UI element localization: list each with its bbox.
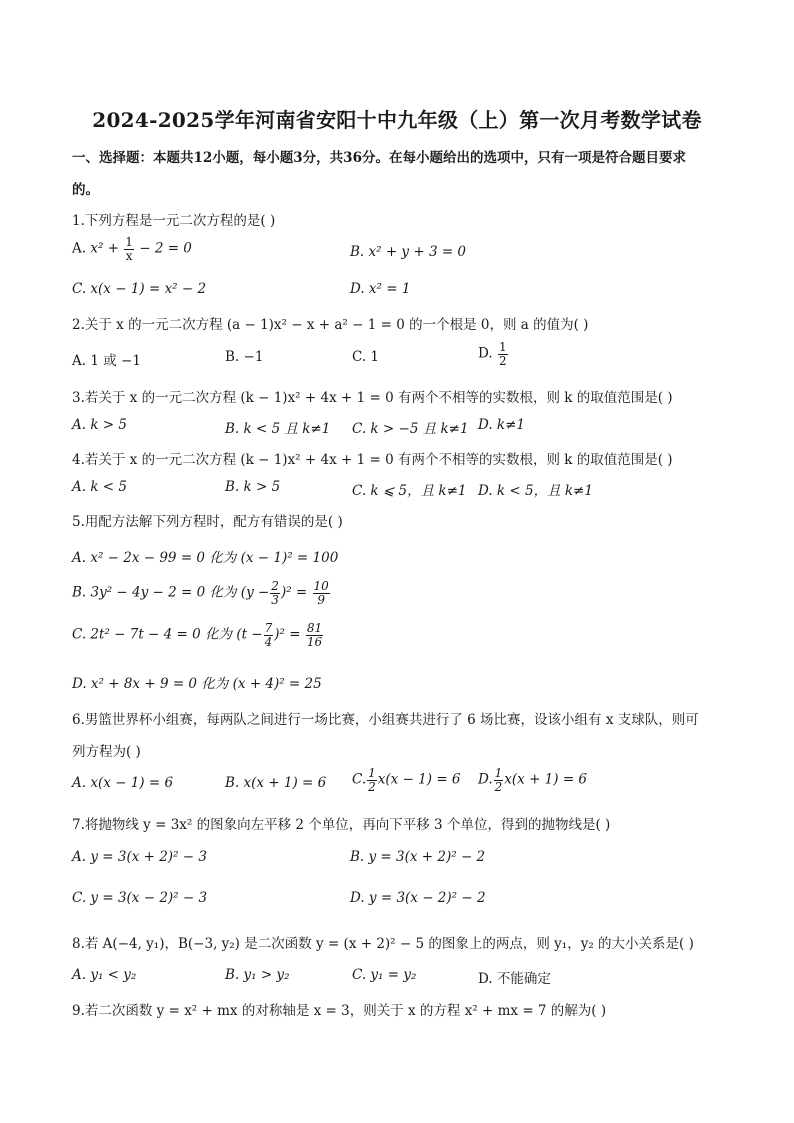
question-4-option-a[interactable]: A. k < 5	[72, 479, 127, 495]
question-7-option-a[interactable]: A. y = 3(x + 2)² − 3	[72, 849, 207, 865]
numerator: 81	[306, 621, 323, 635]
question-2-option-c[interactable]: C. 1	[352, 349, 380, 365]
question-3-option-c[interactable]: C. k > −5 且 k≠1	[352, 421, 469, 437]
question-4-option-d[interactable]: D. k < 5，且 k≠1	[478, 483, 593, 499]
question-4-option-b[interactable]: B. k > 5	[225, 479, 281, 495]
question-5-option-c[interactable]	[72, 622, 324, 648]
question-6-option-b[interactable]: B. x(x + 1) = 6	[225, 775, 327, 791]
option-c-prefix: (t −	[236, 626, 263, 643]
option-b-text: B. 3y² − 4y − 2 = 0 化为	[72, 584, 237, 601]
numerator: 10	[313, 579, 329, 593]
fraction-1-over-2	[367, 767, 377, 793]
question-7-option-d[interactable]: D. y = 3(x − 2)² − 2	[350, 890, 486, 906]
option-d-suffix: x(x + 1) = 6	[504, 771, 588, 788]
question-3-stem: 3.若关于 x 的一元二次方程 (k − 1)x² + 4x + 1 = 0 有两个不相等的实数根，则 k 的取值范围是( )	[72, 390, 673, 406]
question-4-option-c[interactable]: C. k ⩽ 5，且 k≠1	[352, 483, 467, 499]
denominator: 2	[368, 779, 376, 794]
question-6-stem-line2: 列方程为( )	[72, 744, 141, 760]
question-8-option-d[interactable]: D. 不能确定	[478, 971, 551, 987]
numerator: 1	[494, 766, 503, 780]
page-title: 2024-2025学年河南省安阳十中九年级（上）第一次月考数学试卷	[92, 108, 702, 132]
denominator: 9	[317, 592, 325, 607]
option-c-suffix: x(x − 1) = 6	[377, 771, 461, 788]
question-6-stem-line1: 6.男篮世界杯小组赛，每两队之间进行一场比赛，小组赛共进行了 6 场比赛，设该小组有 x 支球队，则可	[72, 712, 699, 728]
question-3-option-b[interactable]: B. k < 5 且 k≠1	[225, 421, 331, 437]
fraction-7-over-4	[264, 622, 274, 648]
question-8-option-c[interactable]: C. y₁ = y₂	[352, 967, 417, 983]
denominator: 3	[271, 592, 279, 607]
question-5-option-b[interactable]	[72, 580, 331, 606]
question-1-option-a[interactable]	[72, 236, 192, 262]
fraction-81-over-16	[306, 622, 323, 648]
section-heading-line2: 的。	[72, 182, 99, 198]
question-2-stem: 2.关于 x 的一元二次方程 (a − 1)x² − x + a² − 1 = 0 的一个根是 0，则 a 的值为( )	[72, 317, 589, 333]
question-6-option-d[interactable]	[478, 767, 587, 793]
question-7-option-c[interactable]: C. y = 3(x − 2)² − 3	[72, 890, 208, 906]
fraction-1-over-x	[124, 236, 134, 262]
option-label: D.	[478, 771, 493, 788]
section-heading-line1: 一、选择题：本题共12小题，每小题3分，共36分。在每小题给出的选项中，只有一项是符合题目要求	[72, 150, 686, 166]
fraction-1-over-2	[498, 341, 508, 367]
question-8-option-b[interactable]: B. y₁ > y₂	[225, 967, 290, 983]
denominator: 16	[306, 634, 323, 649]
fraction-1-over-2	[494, 767, 504, 793]
question-7-option-b[interactable]: B. y = 3(x + 2)² − 2	[350, 849, 486, 865]
question-1-option-c[interactable]: C. x(x − 1) = x² − 2	[72, 281, 207, 297]
option-label: A.	[72, 240, 87, 257]
option-a-prefix: x² +	[90, 240, 119, 257]
option-c-text: C. 2t² − 7t − 4 = 0 化为	[72, 626, 233, 643]
question-2-option-b[interactable]: B. −1	[225, 349, 264, 365]
fraction-10-over-9	[313, 580, 330, 606]
denominator: 4	[264, 634, 273, 649]
denominator: 2	[494, 779, 503, 794]
option-b-prefix: (y −	[240, 584, 270, 601]
option-label: C.	[352, 771, 367, 788]
question-2-option-d[interactable]	[478, 341, 509, 367]
question-8-stem: 8.若 A(−4, y₁)，B(−3, y₂) 是二次函数 y = (x + 2)² − 5 的图象上的两点，则 y₁，y₂ 的大小关系是( )	[72, 936, 694, 952]
question-1-stem: 1.下列方程是一元二次方程的是( )	[72, 213, 276, 229]
numerator: 7	[264, 621, 273, 635]
question-8-option-a[interactable]: A. y₁ < y₂	[72, 967, 137, 983]
option-c-mid: )² =	[274, 626, 301, 643]
question-6-option-a[interactable]: A. x(x − 1) = 6	[72, 775, 174, 791]
question-1-option-b[interactable]: B. x² + y + 3 = 0	[350, 244, 467, 260]
question-4-stem: 4.若关于 x 的一元二次方程 (k − 1)x² + 4x + 1 = 0 有两个不相等的实数根，则 k 的取值范围是( )	[72, 452, 673, 468]
numerator: 2	[271, 579, 279, 593]
question-5-option-a[interactable]: A. x² − 2x − 99 = 0 化为 (x − 1)² = 100	[72, 550, 339, 566]
question-2-option-a[interactable]: A. 1 或 −1	[72, 353, 141, 369]
question-1-option-d[interactable]: D. x² = 1	[350, 281, 411, 297]
option-b-mid: )² =	[280, 584, 308, 601]
question-5-option-d[interactable]: D. x² + 8x + 9 = 0 化为 (x + 4)² = 25	[72, 676, 322, 692]
question-3-option-a[interactable]: A. k > 5	[72, 417, 127, 433]
fraction-2-over-3	[270, 580, 280, 606]
numerator: 1	[368, 766, 376, 780]
denominator: x	[125, 248, 133, 263]
question-9-stem: 9.若二次函数 y = x² + mx 的对称轴是 x = 3，则关于 x 的方程 x² + mx = 7 的解为( )	[72, 1003, 607, 1019]
question-6-option-c[interactable]	[352, 767, 461, 793]
question-5-stem: 5.用配方法解下列方程时，配方有错误的是( )	[72, 514, 343, 530]
option-a-suffix: − 2 = 0	[139, 240, 192, 257]
numerator: 1	[125, 235, 133, 249]
question-7-stem: 7.将抛物线 y = 3x² 的图象向左平移 2 个单位，再向下平移 3 个单位，得到的抛物线是( )	[72, 817, 611, 833]
option-label: D.	[478, 345, 493, 362]
denominator: 2	[498, 353, 507, 368]
question-3-option-d[interactable]: D. k≠1	[478, 417, 526, 433]
numerator: 1	[498, 340, 507, 354]
